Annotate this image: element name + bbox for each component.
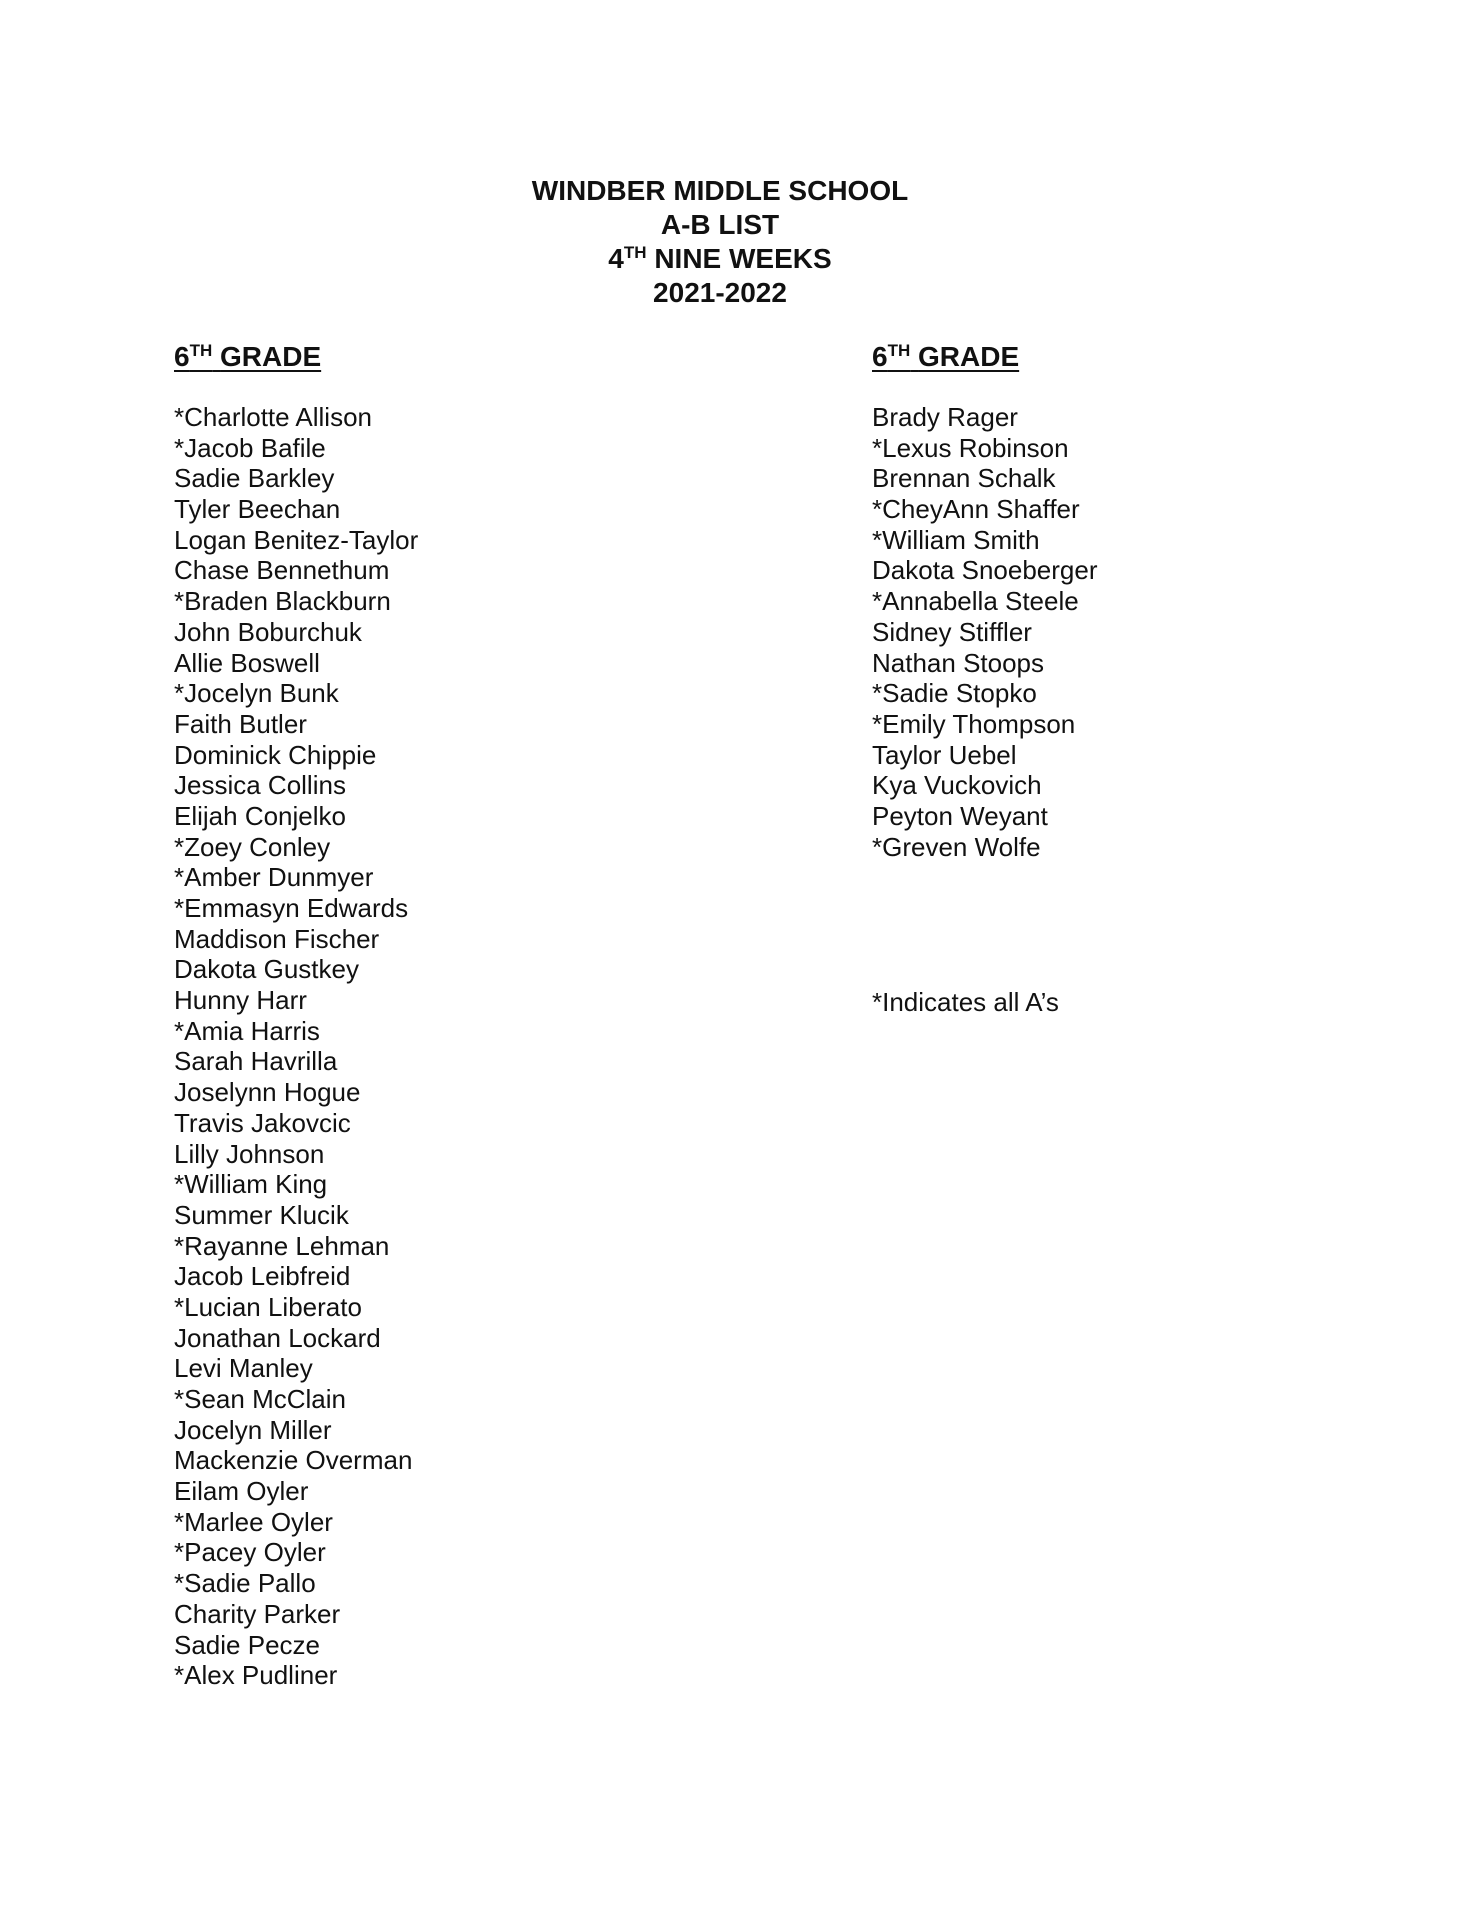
student-name: *Lexus Robinson — [872, 432, 1069, 463]
student-list-right — [872, 402, 1097, 862]
student-name: *Charlotte Allison — [174, 402, 372, 432]
student-name: Dominick Chippie — [174, 739, 377, 770]
student-name: Jocelyn Miller — [174, 1414, 332, 1445]
right-column — [872, 340, 1097, 878]
student-name: Tyler Beechan — [174, 494, 341, 525]
student-name: *Marlee Oyler — [174, 1506, 333, 1537]
student-name: John Boburchuk — [174, 616, 362, 647]
student-name: Travis Jakovcic — [174, 1107, 351, 1138]
grade-number: 6 — [174, 341, 190, 372]
student-name: Eilam Oyler — [174, 1476, 309, 1507]
student-name: *William Smith — [872, 524, 1040, 555]
student-name: *Lucian Liberato — [174, 1291, 362, 1322]
student-name: Levi Manley — [174, 1353, 313, 1384]
student-name: Brennan Schalk — [872, 463, 1056, 494]
period-label: NINE WEEKS — [654, 243, 832, 274]
student-name: Summer Klucik — [174, 1199, 349, 1230]
period-number: 4 — [608, 243, 624, 274]
student-name: Maddison Fischer — [174, 923, 380, 954]
student-name: *Braden Blackburn — [174, 586, 391, 617]
student-name: *Annabella Steele — [872, 586, 1079, 617]
student-name: *Emily Thompson — [872, 708, 1076, 739]
grade-heading-left — [174, 340, 418, 374]
student-name: Dakota Snoeberger — [872, 555, 1098, 586]
grading-period — [0, 242, 1440, 276]
student-name: *Jacob Bafile — [174, 432, 326, 463]
student-name: Jonathan Lockard — [174, 1322, 381, 1353]
student-name: Charity Parker — [174, 1598, 341, 1629]
student-name: *Sadie Stopko — [872, 678, 1037, 709]
student-name: Jessica Collins — [174, 770, 346, 801]
student-name: *Greven Wolfe — [872, 831, 1041, 862]
student-name: Jacob Leibfreid — [174, 1261, 351, 1292]
student-name: *Amia Harris — [174, 1015, 320, 1046]
student-name: Sadie Pecze — [174, 1629, 320, 1660]
student-name: *Jocelyn Bunk — [174, 678, 339, 709]
student-name: Dakota Gustkey — [174, 954, 359, 985]
school-name: WINDBER MIDDLE SCHOOL — [531, 175, 909, 206]
student-name: *Rayanne Lehman — [174, 1230, 390, 1261]
legend-note: *Indicates all A’s — [872, 987, 1059, 1017]
student-name: Sadie Barkley — [174, 463, 335, 494]
student-name: Faith Butler — [174, 708, 307, 739]
grade-label: GRADE — [918, 341, 1020, 372]
student-name: *Alex Pudliner — [174, 1660, 338, 1691]
student-name: Sarah Havrilla — [174, 1046, 338, 1077]
student-name: *Sean McClain — [174, 1384, 346, 1414]
student-name: Lilly Johnson — [174, 1138, 325, 1169]
student-name: *Pacey Oyler — [174, 1537, 326, 1568]
student-name: Allie Boswell — [174, 647, 320, 678]
student-name: *William King — [174, 1169, 328, 1200]
student-name: Logan Benitez-Taylor — [174, 524, 419, 555]
student-name: Elijah Conjelko — [174, 800, 346, 831]
student-name: Sidney Stiffler — [872, 616, 1032, 647]
student-name: *Amber Dunmyer — [174, 862, 374, 893]
document-header — [0, 174, 1440, 310]
student-name: *CheyAnn Shaffer — [872, 494, 1080, 525]
grade-label: GRADE — [220, 341, 322, 372]
student-name: Chase Bennethum — [174, 555, 390, 586]
student-name: *Sadie Pallo — [174, 1568, 316, 1599]
student-name: Brady Rager — [872, 402, 1018, 432]
student-name: Peyton Weyant — [872, 800, 1048, 831]
student-name: Taylor Uebel — [872, 739, 1017, 770]
student-name: *Zoey Conley — [174, 831, 331, 862]
grade-number: 6 — [872, 341, 888, 372]
student-name: Mackenzie Overman — [174, 1445, 413, 1476]
school-year: 2021-2022 — [653, 277, 787, 308]
student-name: Hunny Harr — [174, 985, 307, 1016]
student-name: Nathan Stoops — [872, 647, 1045, 678]
grade-superscript: TH — [189, 341, 213, 360]
student-name: Joselynn Hogue — [174, 1077, 361, 1108]
period-superscript: TH — [623, 243, 647, 262]
student-list-left — [174, 402, 418, 1691]
student-name: Kya Vuckovich — [872, 770, 1042, 801]
left-column — [174, 340, 418, 1707]
list-name: A-B LIST — [660, 209, 780, 240]
grade-superscript: TH — [887, 341, 911, 360]
student-name: *Emmasyn Edwards — [174, 893, 409, 923]
grade-heading-right — [872, 340, 1097, 374]
